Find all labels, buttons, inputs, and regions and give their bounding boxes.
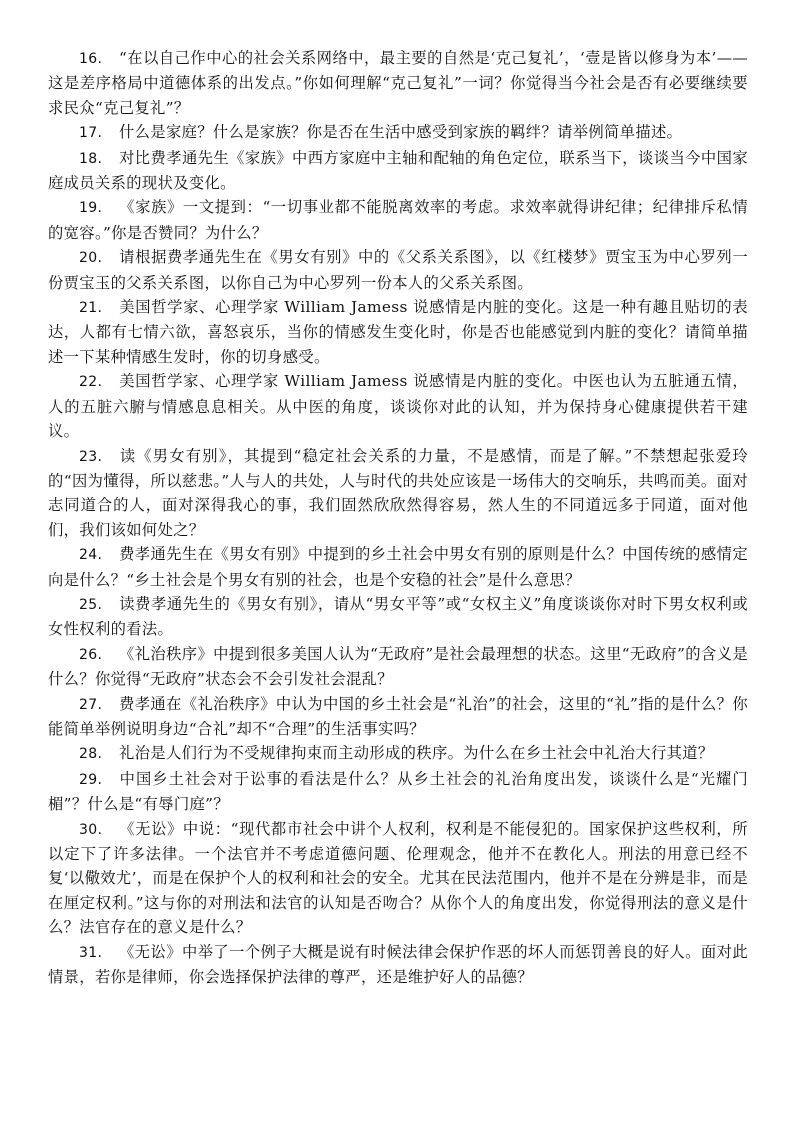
question-number: 25. — [79, 596, 103, 613]
question-text: 美国哲学家、心理学家 William Jamess 说感情是内脏的变化。中医也认为五脏通五情，人的五脏六腑与情感息息相关。从中医的角度，谈谈你对此的认知，并为保持身心健康提供若干建议。 — [48, 372, 748, 441]
question-text: 读费孝通先生的《男女有别》，请从“男女平等”或“女权主义”角度谈谈你对时下男女权利或女性权利的看法。 — [48, 594, 748, 639]
question-text: 《礼治秩序》中提到很多美国人认为“无政府”是社会最理想的状态。这里“无政府”的含义是什么？你觉得“无政府”状态会不会引发社会混乱？ — [48, 644, 748, 689]
question-number: 29. — [79, 771, 103, 788]
question-number: 22. — [79, 374, 103, 391]
question-number: 23. — [79, 448, 103, 465]
question-text: 礼治是人们行为不受规律拘束而主动形成的秩序。为什么在乡土社会中礼治大行其道？ — [119, 744, 714, 763]
question-19 — [48, 195, 748, 245]
question-text: 中国乡土社会对于讼事的看法是什么？从乡土社会的礼治角度出发，谈谈什么是“光耀门楣”？什么是“有辱门庭”？ — [48, 769, 748, 814]
question-25 — [48, 592, 748, 642]
question-24 — [48, 542, 748, 592]
question-number: 24. — [79, 547, 103, 564]
question-18 — [48, 146, 748, 196]
question-text: 《无讼》中举了一个例子大概是说有时候法律会保护作恶的坏人而惩罚善良的好人。面对此情景，若你是律师，你会选择保护法律的尊严，还是维护好人的品德？ — [48, 942, 748, 987]
question-text: 美国哲学家、心理学家 William Jamess 说感情是内脏的变化。这是一种有趣且贴切的表达，人都有七情六欲，喜怒哀乐，当你的情感发生变化时，你是否也能感觉到内脏的变化？请简单描述一下某种情感生发时，你的切身感受。 — [48, 298, 748, 366]
question-text: 请根据费孝通先生在《男女有别》中的《父系关系图》，以《红楼梦》贾宝玉为中心罗列一份贾宝玉的父系关系图，以你自己为中心罗列一份本人的父系关系图。 — [48, 248, 748, 292]
question-29 — [48, 767, 748, 817]
question-28 — [48, 741, 748, 766]
question-17 — [48, 120, 748, 145]
question-number: 26. — [79, 646, 103, 663]
question-30 — [48, 817, 748, 940]
question-number: 18. — [79, 150, 103, 167]
question-number: 19. — [79, 200, 103, 217]
question-text: 费孝通先生在《男女有别》中提到的乡土社会中男女有别的原则是什么？中国传统的感情定向是什么？“乡土社会是个男女有别的社会，也是个安稳的社会”是什么意思？ — [48, 545, 748, 589]
question-20 — [48, 245, 748, 295]
question-23 — [48, 444, 748, 543]
question-text: 对比费孝通先生《家族》中西方家庭中主轴和配轴的角色定位，联系当下，谈谈当今中国家庭成员关系的现状及变化。 — [48, 148, 748, 193]
question-27 — [48, 692, 748, 742]
question-22 — [48, 369, 748, 443]
question-text: 《家族》一文提到：“一切事业都不能脱离效率的考虑。求效率就得讲纪律；纪律排斥私情的宽容。”你是否赞同？为什么？ — [48, 198, 748, 242]
question-number: 30. — [79, 821, 103, 838]
question-text: 读《男女有别》，其提到“稳定社会关系的力量，不是感情，而是了解。”不禁想起张爱玲的“因为懂得，所以慈悲。”人与人的共处，人与时代的共处应该是一场伟大的交响乐，共鸣而美。面对志同道合的人，面对深得我心的事，我们固然欣欣然得容易，然人生的不同道远多于同道，面对他们，我们该如何处之？ — [48, 446, 748, 539]
question-number: 27. — [79, 696, 103, 713]
question-number: 28. — [79, 746, 103, 763]
question-16 — [48, 46, 748, 120]
question-26 — [48, 642, 748, 692]
question-text: 什么是家庭？什么是家族？你是否在生活中感受到家族的羁绊？请举例简单描述。 — [119, 123, 683, 142]
question-text: 费孝通在《礼治秩序》中认为中国的乡土社会是“礼治”的社会，这里的“礼”指的是什么？你能简单举例说明身边“合礼”却不“合理”的生活事实吗？ — [48, 694, 748, 738]
document-page — [48, 46, 748, 989]
question-text: “在以自己作中心的社会关系网络中，最主要的自然是‘克己复礼’，‘壹是皆以修身为本’——这是差序格局中道德体系的出发点。”你如何理解“克己复礼”一词？你觉得当今社会是否有必要继续要求民众“克己复礼”？ — [48, 49, 748, 117]
question-number: 17. — [79, 125, 103, 142]
question-number: 31. — [79, 944, 103, 961]
question-21 — [48, 295, 748, 369]
question-number: 16. — [79, 51, 103, 67]
question-31 — [48, 940, 748, 990]
question-text: 《无讼》中说：“现代都市社会中讲个人权利，权利是不能侵犯的。国家保护这些权利，所以定下了许多法律。一个法官并不考虑道德问题、伦理观念，他并不在教化人。刑法的用意已经不复‘以儆效尤’，而是在保护个人的权利和社会的安全。尤其在民法范围内，他并不是在分辨是非，而是在厘定权利。”这与你的对刑法和法官的认知是否吻合？从你个人的角度出发，你觉得刑法的意义是什么？法官存在的意义是什么？ — [48, 819, 748, 937]
question-number: 20. — [79, 250, 103, 267]
question-number: 21. — [79, 300, 103, 317]
